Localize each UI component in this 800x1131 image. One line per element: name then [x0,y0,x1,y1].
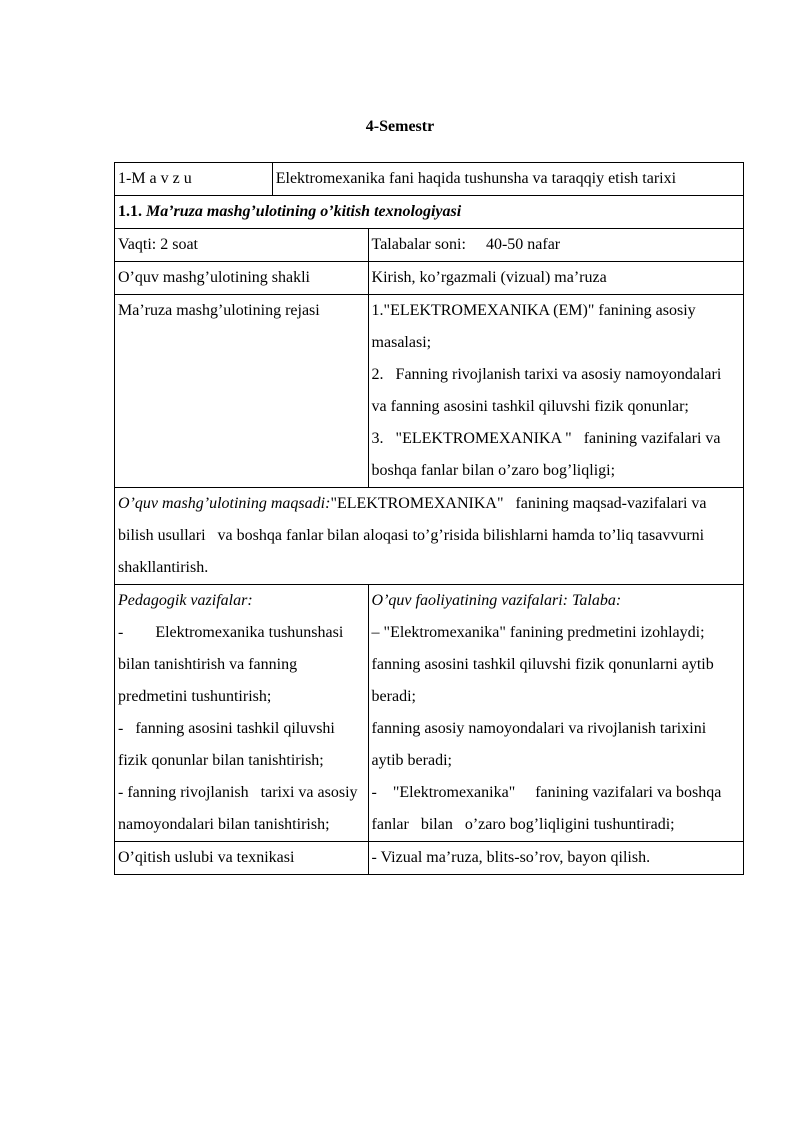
rejasi-row [115,295,744,488]
maqsadi-row [115,488,744,585]
shakli-row [115,262,744,295]
vaqti-row [115,229,744,262]
pedagogik-label: Pedagogik vazifalar: [118,592,253,609]
rejasi-item: 1."ELEKTROMEXANIKA (EM)" fanining asosiy masalasi; [371,302,696,351]
rejasi-label: Ma’ruza mashg’ulotining rejasi [115,295,369,488]
shakli-value: Kirish, ko’rgazmali (vizual) ma’ruza [368,262,743,295]
pedagogik-item: - fanning asosini tashkil qiluvshi fizik qonunlar bilan tanishtirish; [118,720,339,769]
faoliyat-item: – "Elektromexanika" fanining predmetini izohlaydi; [371,624,705,641]
faoliyat-item: fanning asosini tashkil qiluvshi fizik qonunlarni aytib beradi; [371,656,714,705]
section-number: 1.1. [118,203,142,220]
talabalar-cell: Talabalar soni: 40-50 nafar [368,229,743,262]
maqsadi-label: O’quv mashg’ulotining maqsadi: [118,495,331,512]
uslubi-row [115,842,744,875]
pedagogik-item: - fanning rivojlanish tarixi va asosiy namoyondalari bilan tanishtirish; [118,784,362,833]
section-row [115,196,744,229]
rejasi-item: 3. "ELEKTROMEXANIKA " fanining vazifalari va boshqa fanlar bilan o’zaro bog’liqligi; [371,430,725,479]
shakli-label: O’quv mashg’ulotining shakli [115,262,369,295]
section-title: Ma’ruza mashg’ulotining o’kitish texnologiyasi [146,203,462,220]
pedagogik-cell [115,585,369,842]
faoliyat-cell [368,585,743,842]
uslubi-value: - Vizual ma’ruza, blits-so’rov, bayon qilish. [368,842,743,875]
vaqti-cell: Vaqti: 2 soat [115,229,369,262]
faoliyat-item: fanning asosiy namoyondalari va rivojlanish tarixini aytib beradi; [371,720,707,769]
lesson-plan-table [114,162,744,875]
pedagogik-item: - Elektromexanika tushunshasi bilan tanishtirish va fanning predmetini tushuntirish; [118,624,348,705]
mavzu-row [115,163,744,196]
page-title: 4-Semestr [365,118,435,135]
vazifalar-row [115,585,744,842]
faoliyat-label: O’quv faoliyatining vazifalari: Talaba: [371,592,622,609]
maqsadi-text: "ELEKTROMEXANIKA" fanining maqsad-vazifalari va bilish usullari va boshqa fanlar bilan aloqasi to’g’risida bilishlarni hamda to’liq tasavvurni shakllantirish. [118,495,711,576]
uslubi-label: O’qitish uslubi va texnikasi [115,842,369,875]
rejasi-list [368,295,743,488]
faoliyat-item: - "Elektromexanika" fanining vazifalari va boshqa fanlar bilan o’zaro bog’liqligini tushuntiradi; [371,784,734,833]
mavzu-label: 1-M a v z u [115,163,273,196]
mavzu-value: Elektromexanika fani haqida tushunsha va taraqqiy etish tarixi [272,163,743,196]
rejasi-item: 2. Fanning rivojlanish tarixi va asosiy namoyondalari va fanning asosini tashkil qiluvshi fizik qonunlar; [371,366,726,415]
